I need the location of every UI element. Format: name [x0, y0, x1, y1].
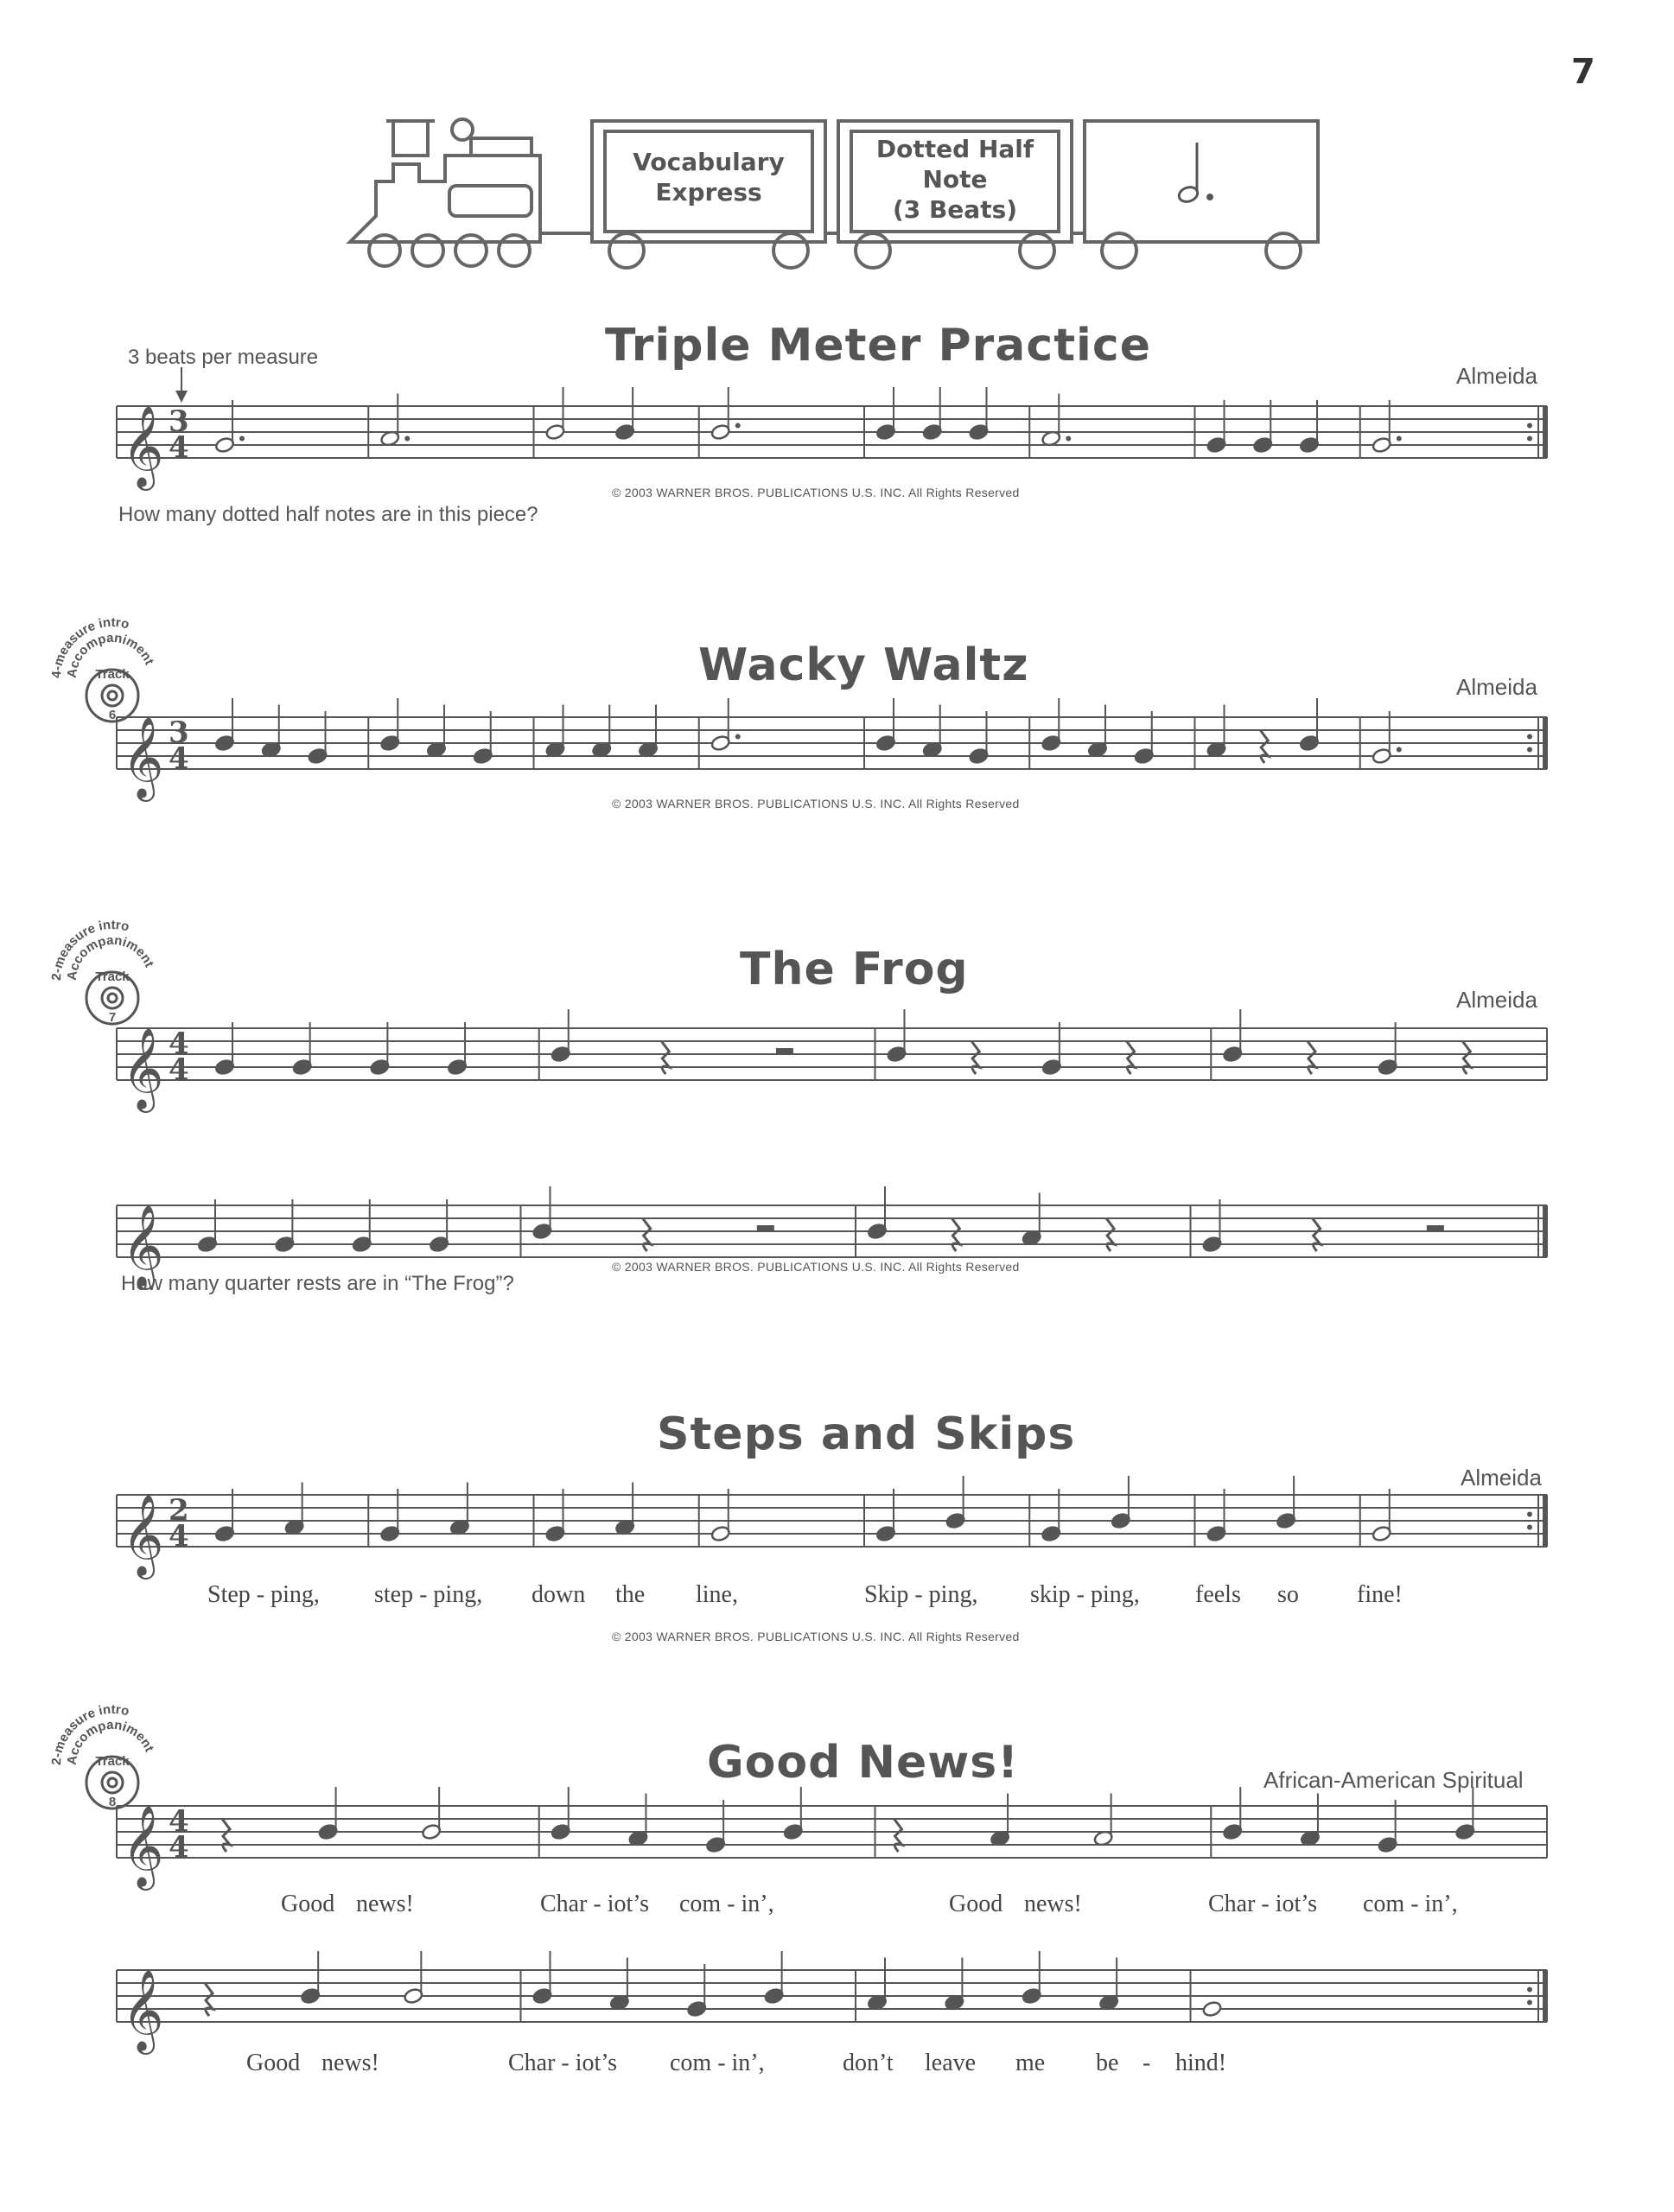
copyright: © 2003 WARNER BROS. PUBLICATIONS U.S. INC. All Rights Reserved	[612, 486, 1020, 499]
treble-clef-icon: 𝄞	[122, 1205, 164, 1287]
repeat-dot	[1527, 1512, 1532, 1517]
lyric-syllable: so	[1277, 1581, 1299, 1608]
note-head	[1202, 2000, 1223, 2018]
quarter-rest	[1127, 1041, 1135, 1074]
svg-text:Accompaniment: Accompaniment	[64, 932, 157, 982]
half-rest	[776, 1048, 793, 1054]
treble-clef-icon: 𝄞	[122, 1805, 164, 1887]
meter-note: 3 beats per measure	[128, 346, 319, 369]
note-dot	[404, 436, 410, 442]
quarter-rest	[1308, 1041, 1315, 1074]
time-signature-top: 4	[169, 1027, 189, 1061]
composer: Almeida	[1456, 987, 1537, 1013]
treble-clef-icon: 𝄞	[122, 716, 164, 798]
lyric-syllable: com - in’,	[1363, 1891, 1458, 1917]
arrow-head-icon	[175, 391, 188, 403]
page-number: 7	[1571, 52, 1595, 92]
lyric-syllable: Char - iot’s	[1208, 1891, 1317, 1917]
car2-line2: Note	[922, 165, 988, 194]
badge-accompaniment: Accompaniment	[64, 630, 157, 679]
quarter-rest	[1313, 1218, 1321, 1251]
car1-line1: Vocabulary	[633, 148, 785, 176]
svg-text:Track: Track	[95, 969, 130, 984]
lyric-syllable: news!	[321, 2050, 379, 2076]
time-signature-top: 4	[169, 1804, 189, 1839]
time-signature-bottom: 4	[169, 1830, 189, 1865]
car1-line2: Express	[655, 178, 762, 207]
treble-clef-icon: 𝄞	[122, 1969, 164, 2051]
quarter-rest	[952, 1218, 959, 1251]
piece-title: The Frog	[740, 944, 969, 995]
half-rest	[1427, 1225, 1444, 1231]
lyric-syllable: step - ping,	[374, 1581, 483, 1608]
note-dot	[1397, 747, 1402, 753]
question: How many quarter rests are in “The Frog”?	[121, 1272, 514, 1295]
note-dot	[239, 436, 245, 442]
lyric-syllable: don’t	[843, 2050, 894, 2076]
treble-clef-icon: 𝄞	[122, 1027, 164, 1109]
car2-line1: Dotted Half	[875, 135, 1034, 163]
quarter-rest	[661, 1041, 669, 1074]
lyric-syllable: feels	[1195, 1581, 1241, 1608]
quarter-rest	[1260, 730, 1268, 763]
lyric-syllable: news!	[356, 1891, 414, 1917]
repeat-dot	[1527, 423, 1532, 429]
piece-title: Steps and Skips	[657, 1408, 1076, 1460]
quarter-rest	[643, 1218, 651, 1251]
lyric-syllable: the	[615, 1581, 646, 1608]
treble-clef-icon: 𝄞	[122, 405, 164, 487]
piece-title: Triple Meter Practice	[605, 320, 1151, 372]
lyric-syllable: Char - iot’s	[508, 2050, 617, 2076]
copyright: © 2003 WARNER BROS. PUBLICATIONS U.S. INC. All Rights Reserved	[612, 1630, 1020, 1643]
time-signature-bottom: 4	[169, 741, 189, 776]
svg-text:2-measure intro: 2-measure intro	[48, 917, 131, 982]
quarter-rest	[1106, 1218, 1114, 1251]
composer: Almeida	[1461, 1465, 1542, 1491]
composer: Almeida	[1456, 674, 1537, 700]
lyric-syllable: down	[531, 1581, 586, 1608]
repeat-dot	[1527, 1525, 1532, 1530]
quarter-rest	[1462, 1041, 1470, 1074]
lyric-syllable: Char - iot’s	[540, 1891, 649, 1917]
copyright: © 2003 WARNER BROS. PUBLICATIONS U.S. INC. All Rights Reserved	[612, 797, 1020, 810]
svg-text:Track: Track	[95, 667, 130, 682]
lyric-syllable: Good	[246, 2050, 301, 2076]
time-signature-top: 3	[169, 715, 189, 750]
composer: Almeida	[1456, 363, 1537, 389]
question: How many dotted half notes are in this piece?	[118, 503, 538, 526]
svg-text:7: 7	[108, 1010, 117, 1025]
quarter-rest	[222, 1819, 230, 1852]
svg-text:Accompaniment: Accompaniment	[64, 1717, 157, 1766]
svg-text:8: 8	[108, 1795, 117, 1809]
lyric-syllable: Good	[949, 1891, 1003, 1917]
repeat-dot	[1527, 1987, 1532, 1993]
lyric-syllable: com - in’,	[679, 1891, 774, 1917]
piece-title: Wacky Waltz	[698, 639, 1029, 691]
note-dot	[1066, 436, 1071, 442]
lyric-syllable: news!	[1024, 1891, 1082, 1917]
lyric-syllable: fine!	[1357, 1581, 1403, 1608]
lyric-syllable: com - in’,	[670, 2050, 765, 2076]
car2-line3: (3 Beats)	[892, 195, 1018, 224]
time-signature-top: 2	[169, 1493, 189, 1528]
quarter-rest	[205, 1983, 213, 2016]
repeat-dot	[1527, 436, 1532, 442]
svg-text:Track: Track	[95, 1754, 130, 1769]
time-signature-top: 3	[169, 404, 189, 439]
treble-clef-icon: 𝄞	[122, 1494, 164, 1576]
composer: African-American Spiritual	[1263, 1767, 1524, 1793]
copyright: © 2003 WARNER BROS. PUBLICATIONS U.S. INC. All Rights Reserved	[612, 1260, 1020, 1274]
lyric-syllable: line,	[696, 1581, 738, 1608]
half-rest	[757, 1225, 774, 1231]
time-signature-bottom: 4	[169, 430, 189, 465]
quarter-rest	[894, 1819, 902, 1852]
note-dot	[735, 734, 741, 740]
lyric-syllable: hind!	[1175, 2050, 1227, 2076]
repeat-dot	[1527, 747, 1532, 753]
lyric-syllable: be	[1096, 2050, 1119, 2076]
lyric-syllable: -	[1143, 2050, 1151, 2076]
lyric-syllable: Good	[281, 1891, 335, 1917]
lyric-syllable: Skip - ping,	[864, 1581, 978, 1608]
badge-intro: 4-measure intro	[48, 614, 131, 679]
lyric-syllable: leave	[925, 2050, 977, 2076]
lyric-syllable: skip - ping,	[1030, 1581, 1140, 1608]
note-dot	[735, 423, 741, 429]
svg-text:2-measure intro: 2-measure intro	[48, 1701, 131, 1766]
lyric-syllable: me	[1015, 2050, 1046, 2076]
time-signature-bottom: 4	[169, 1052, 189, 1087]
time-signature-bottom: 4	[169, 1519, 189, 1554]
piece-title: Good News!	[707, 1737, 1019, 1789]
repeat-dot	[1527, 2000, 1532, 2005]
lyric-syllable: Step - ping,	[207, 1581, 320, 1608]
quarter-rest	[971, 1041, 979, 1074]
note-dot	[1397, 436, 1402, 442]
repeat-dot	[1527, 734, 1532, 740]
svg-text:6: 6	[108, 708, 117, 722]
